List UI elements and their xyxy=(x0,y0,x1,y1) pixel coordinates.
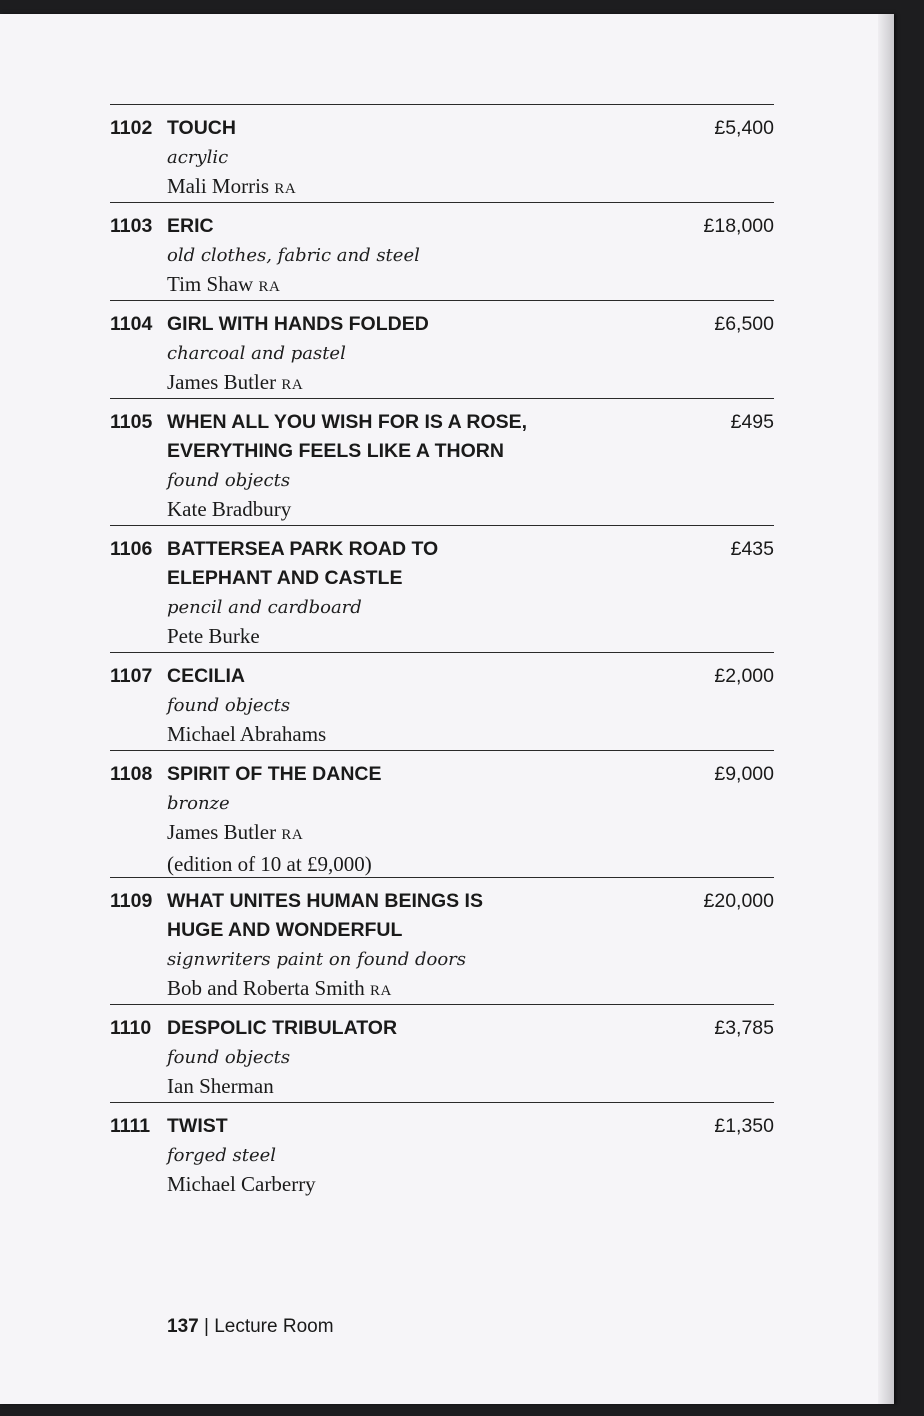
artist-name: Pete Burke xyxy=(167,624,260,648)
artist-suffix: RA xyxy=(258,279,281,295)
catalogue-entry xyxy=(110,877,774,1004)
artist-suffix: RA xyxy=(281,827,304,843)
catalogue-entry xyxy=(110,652,774,750)
entry-number: 1106 xyxy=(110,538,153,560)
artist-name: Bob and Roberta Smith xyxy=(167,976,365,1000)
artist-suffix: RA xyxy=(370,983,392,999)
page-footer xyxy=(167,1316,334,1338)
footer-separator: | xyxy=(203,1316,209,1337)
artist-name: Kate Bradbury xyxy=(167,497,292,521)
entry-medium: found objects xyxy=(167,695,291,716)
section-name: Lecture Room xyxy=(214,1316,334,1337)
entry-title: WHAT UNITES HUMAN BEINGS IS xyxy=(167,890,483,912)
entry-medium: signwriters paint on found doors xyxy=(167,949,467,970)
entry-artist xyxy=(167,495,684,524)
entry-artist xyxy=(167,720,684,749)
entry-price: £5,400 xyxy=(714,117,774,139)
entry-medium: charcoal and pastel xyxy=(167,343,346,364)
catalogue-entry xyxy=(110,300,774,398)
entry-price: £495 xyxy=(730,411,774,433)
entry-title-line-2: EVERYTHING FEELS LIKE A THORN xyxy=(167,440,504,462)
entry-body xyxy=(167,760,684,879)
page-number: 137 xyxy=(167,1316,199,1337)
artist-name: Michael Abrahams xyxy=(167,722,327,746)
entry-title: TWIST xyxy=(167,1115,228,1137)
artist-name: James Butler xyxy=(167,370,277,394)
entry-price: £6,500 xyxy=(714,313,774,335)
catalogue-entry xyxy=(110,104,774,202)
entry-artist xyxy=(167,368,684,400)
entry-title: SPIRIT OF THE DANCE xyxy=(167,763,382,785)
entry-price: £9,000 xyxy=(714,763,774,785)
entry-price: £3,785 xyxy=(714,1017,774,1039)
entry-title-line-2: ELEPHANT AND CASTLE xyxy=(167,567,403,589)
catalogue-entry xyxy=(110,202,774,300)
catalogue-entry xyxy=(110,750,774,877)
entry-price: £435 xyxy=(730,538,774,560)
catalogue-entry xyxy=(110,525,774,652)
entry-body xyxy=(167,887,684,1006)
entry-number: 1111 xyxy=(110,1115,151,1137)
entry-price: £18,000 xyxy=(703,215,774,237)
catalogue-entry xyxy=(110,1004,774,1102)
entry-number: 1110 xyxy=(110,1017,152,1039)
artist-name: James Butler xyxy=(167,820,277,844)
entry-title: TOUCH xyxy=(167,117,236,139)
entry-medium: found objects xyxy=(167,1047,291,1068)
entry-medium: old clothes, fabric and steel xyxy=(167,245,420,266)
entry-title: WHEN ALL YOU WISH FOR IS A ROSE, xyxy=(167,411,528,433)
entry-artist xyxy=(167,622,684,651)
entry-medium: forged steel xyxy=(167,1145,277,1166)
entry-number: 1103 xyxy=(110,215,153,237)
artist-name: Ian Sherman xyxy=(167,1074,274,1098)
artist-suffix: RA xyxy=(274,181,297,197)
entry-title: CECILIA xyxy=(167,665,245,687)
entry-edition: (edition of 10 at £9,000) xyxy=(167,852,372,876)
entry-body xyxy=(167,408,684,524)
entry-artist xyxy=(167,1170,684,1199)
entry-price: £20,000 xyxy=(703,890,774,912)
entry-number: 1104 xyxy=(110,313,153,335)
entry-body xyxy=(167,1014,684,1101)
entry-artist xyxy=(167,172,684,204)
entry-body xyxy=(167,114,684,204)
artist-name: Tim Shaw xyxy=(167,272,254,296)
entry-price: £2,000 xyxy=(714,665,774,687)
entry-number: 1109 xyxy=(110,890,153,912)
entry-medium: pencil and cardboard xyxy=(167,597,362,618)
entry-body xyxy=(167,662,684,749)
entry-number: 1105 xyxy=(110,411,153,433)
artist-suffix: RA xyxy=(281,377,304,393)
entry-body xyxy=(167,535,684,651)
entry-number: 1102 xyxy=(110,117,153,139)
catalogue-entry xyxy=(110,1102,774,1200)
entry-artist xyxy=(167,974,684,1006)
entry-title-line-2: HUGE AND WONDERFUL xyxy=(167,919,403,941)
entry-medium: acrylic xyxy=(167,147,229,168)
catalogue-entry xyxy=(110,398,774,525)
entry-medium: found objects xyxy=(167,470,291,491)
catalogue-list xyxy=(110,104,774,1200)
entry-title: GIRL WITH HANDS FOLDED xyxy=(167,313,429,335)
entry-artist xyxy=(167,1072,684,1101)
entry-number: 1107 xyxy=(110,665,153,687)
entry-number: 1108 xyxy=(110,763,153,785)
entry-body xyxy=(167,1112,684,1199)
artist-name: Mali Morris xyxy=(167,174,270,198)
entry-body xyxy=(167,310,684,400)
entry-artist xyxy=(167,270,684,302)
entry-title: ERIC xyxy=(167,215,214,237)
entry-title: BATTERSEA PARK ROAD TO xyxy=(167,538,439,560)
entry-medium: bronze xyxy=(167,793,230,814)
entry-body xyxy=(167,212,684,302)
page-edge xyxy=(878,14,894,1404)
artist-name: Michael Carberry xyxy=(167,1172,316,1196)
entry-title: DESPOLIC TRIBULATOR xyxy=(167,1017,398,1039)
entry-price: £1,350 xyxy=(714,1115,774,1137)
entry-artist xyxy=(167,818,684,850)
